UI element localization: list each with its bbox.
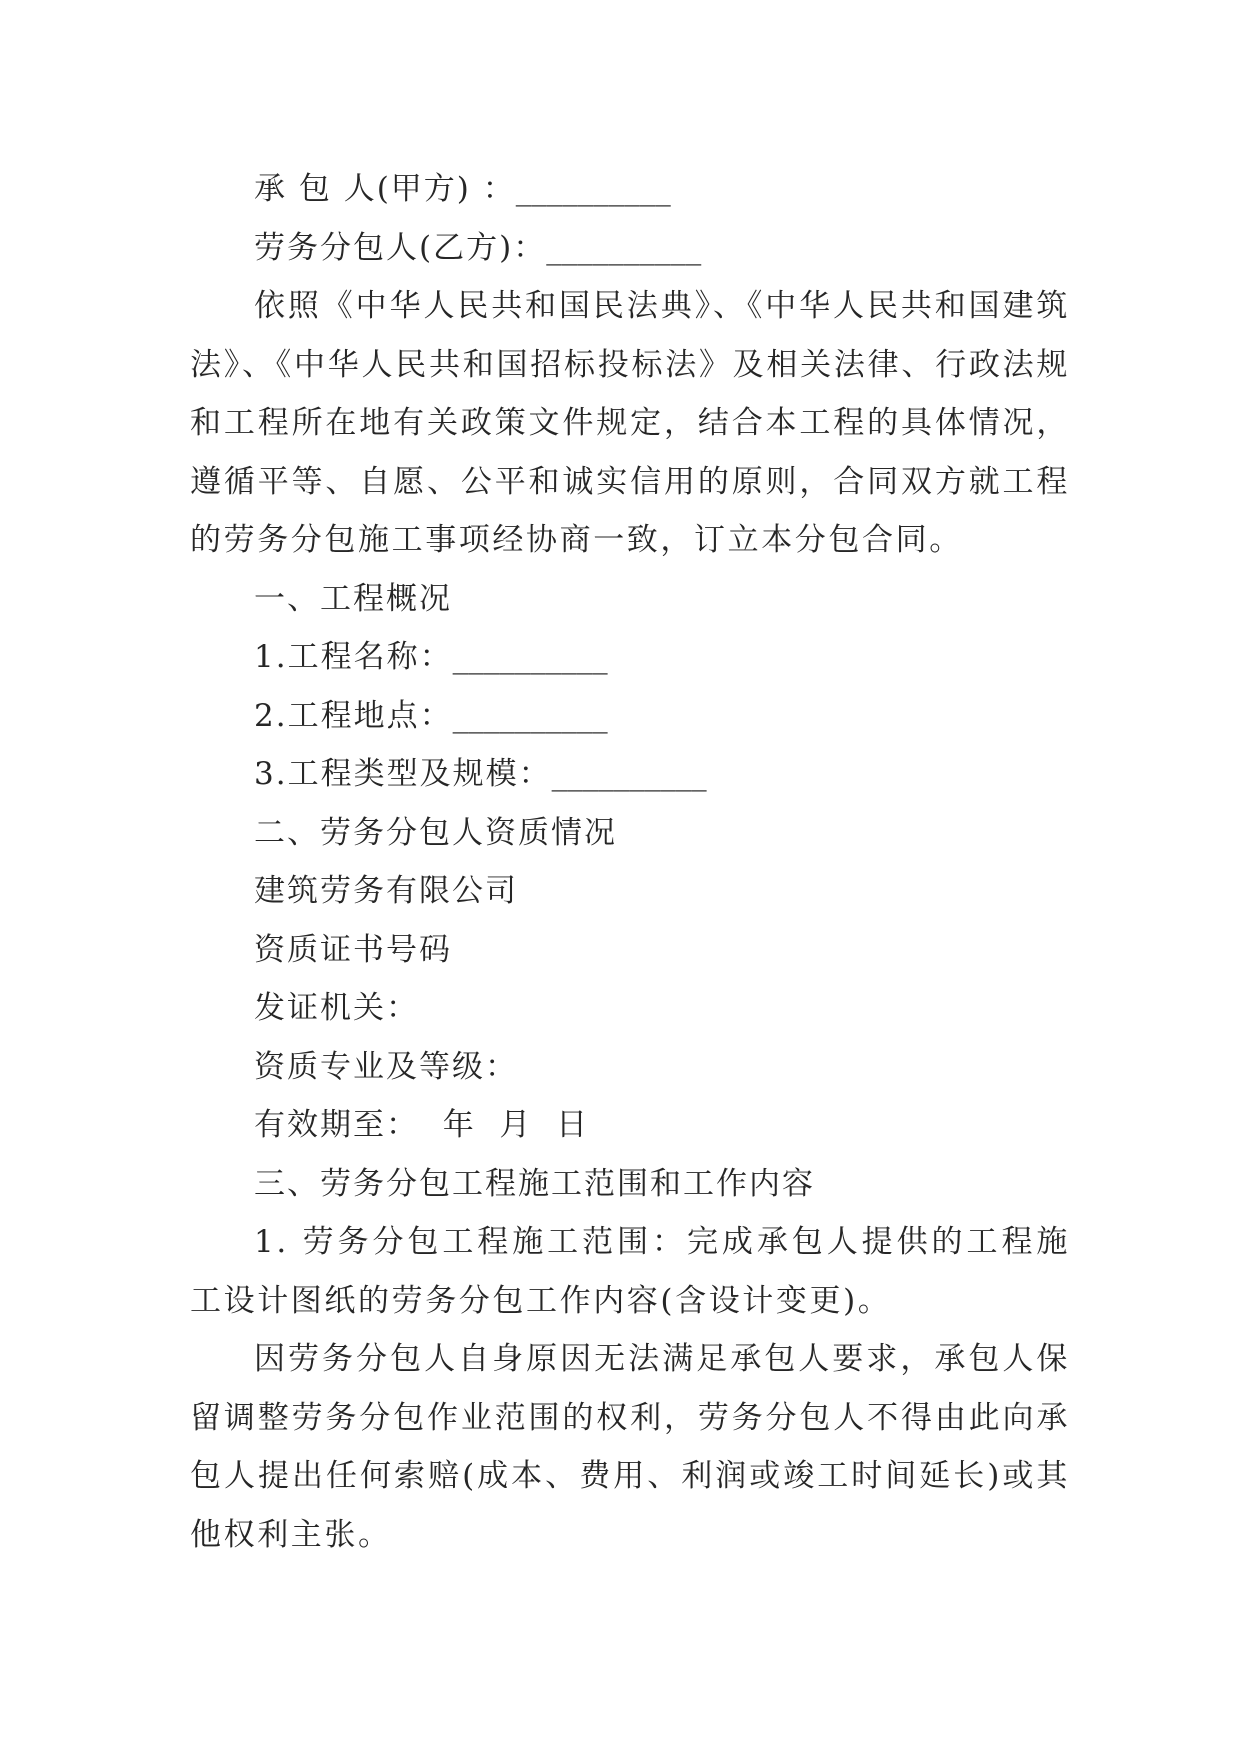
scope-paragraph: 1. 劳务分包工程施工范围：完成承包人提供的工程施工设计图纸的劳务分包工作内容(含设计变更)。 (190, 1224, 1070, 1319)
cert-number: 资质证书号码 (254, 931, 452, 968)
party-b-blank: __________ (546, 229, 702, 266)
party-a-line (190, 160, 1070, 219)
adjust-paragraph: 因劳务分包人自身原因无法满足承包人要求，承包人保留调整劳务分包作业范围的权利，劳务分包人不得由此向承包人提出任何索赔(成本、费用、利润或竣工时间延长)或其他权利主张。 (190, 1341, 1070, 1553)
qualification-level: 资质专业及等级： (254, 1048, 518, 1085)
company-name: 建筑劳务有限公司 (254, 873, 518, 909)
project-location-blank: __________ (452, 697, 608, 734)
project-type-line (190, 745, 1070, 804)
document-body (190, 160, 1070, 1564)
party-a-blank: __________ (515, 171, 671, 207)
project-type-blank: __________ (551, 756, 707, 792)
intro-paragraph: 依照《中华人民共和国民法典》、《中华人民共和国建筑法》、《中华人民共和国招标投标法》及相关法律、行政法规和工程所在地有关政策文件规定，结合本工程的具体情况，遵循平等、自愿、公平和诚实信用的原则，合同双方就工程的劳务分包施工事项经协商一致，订立本分包合同。 (190, 288, 1070, 558)
party-b-label: 劳务分包人(乙方)： (254, 229, 547, 266)
section2-title: 二、劳务分包人资质情况 (254, 814, 617, 851)
project-type-label: 3.工程类型及规模： (254, 756, 552, 792)
section1-title: 一、工程概况 (254, 580, 452, 617)
party-b-line (190, 219, 1070, 278)
section3-title: 三、劳务分包工程施工范围和工作内容 (254, 1165, 815, 1202)
project-name-line (190, 628, 1070, 687)
project-location-label: 2.工程地点： (254, 697, 453, 734)
party-a-label: 承 包 人(甲方) ： (254, 171, 516, 207)
project-name-blank: __________ (452, 639, 608, 675)
valid-until: 有效期至： 年 月 日 (254, 1107, 590, 1143)
issuing-authority: 发证机关： (254, 990, 419, 1026)
project-location-line (190, 687, 1070, 746)
project-name-label: 1.工程名称： (254, 639, 453, 675)
